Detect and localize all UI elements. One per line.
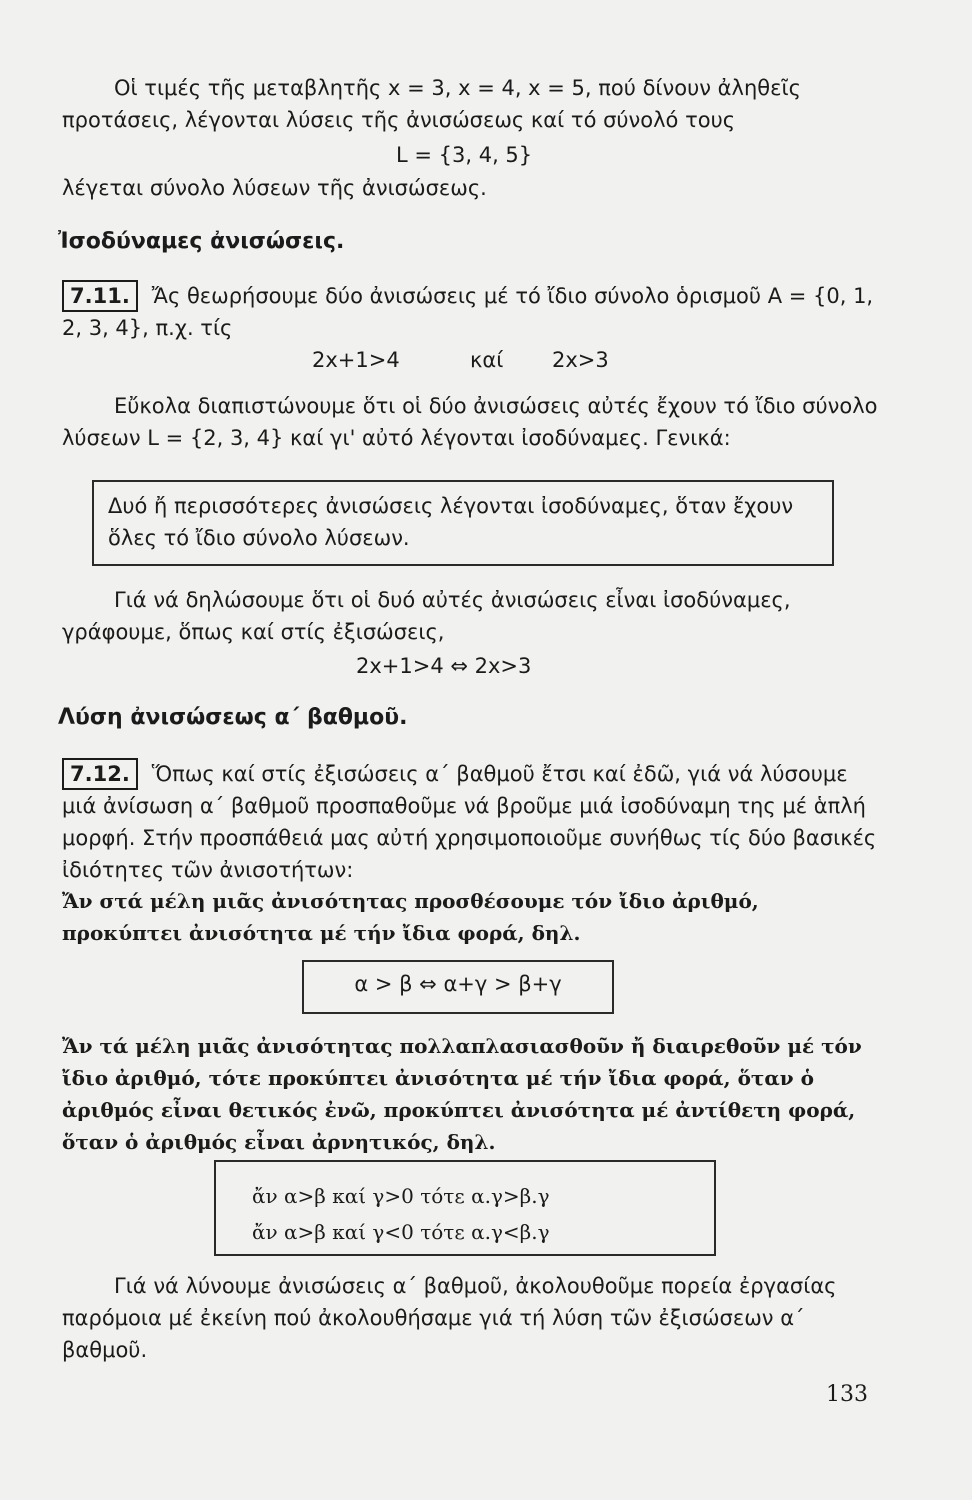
page-number: 133: [826, 1382, 868, 1407]
definition-box: [92, 480, 834, 566]
rule-addition: Ἄν στά μέλη μιᾶς ἀνισότητας προσθέσουμε τόν ἴδιο ἀριθμό, προκύπτει ἀνισότητα μέ τήν ἴδια φορά, δηλ.: [62, 889, 759, 945]
equivalence-formula: 2x+1>4 ⇔ 2x>3: [356, 654, 532, 678]
formula-addition: α > β ⇔ α+γ > β+γ: [354, 972, 562, 996]
heading-first-degree-solution: Λύση ἀνισώσεως α΄ βαθμοῦ.: [58, 705, 408, 730]
formula-mult-negative: ἄν α>β καί γ<0 τότε α.γ<β.γ: [252, 1220, 550, 1244]
paragraph-notation: Γιά νά δηλώσουμε ὅτι οἱ δυό αὐτές ἀνισώσεις εἶναι ἰσοδύναμες, γράφουμε, ὅπως καί στίς ἐξισώσεις,: [62, 588, 791, 644]
section-7-12: [62, 758, 882, 886]
definition-text: Δυό ἤ περισσότερες ἀνισώσεις λέγονται ἰσοδύναμες, ὅταν ἔχουν ὅλες τό ἴδιο σύνολο λύσεων.: [108, 494, 794, 550]
paragraph-solutions: Οἱ τιμές τῆς μεταβλητῆς x = 3, x = 4, x = 5, πού δίνουν ἀληθεῖς προτάσεις, λέγονται λύσεις τῆς ἀνισώσεως καί τό σύνολό τους: [62, 76, 801, 132]
paragraph-closing: Γιά νά λύνουμε ἀνισώσεις α΄ βαθμοῦ, ἀκολουθοῦμε πορεία ἐργασίας παρόμοια μέ ἐκείνη πού ἀκολουθήσαμε γιά τή λύση τῶν ἐξισώσεων α΄ βαθμοῦ.: [62, 1274, 837, 1362]
section-7-11: [62, 280, 882, 344]
section-number-7-11: 7.11.: [62, 280, 138, 312]
paragraph-easily: Εὔκολα διαπιστώνουμε ὅτι οἱ δύο ἀνισώσεις αὐτές ἔχουν τό ἴδιο σύνολο λύσεων L = {2, 3, 4} καί γι' αὐτό λέγονται ἰσοδύναμες. Γενικά:: [62, 394, 878, 450]
section-number-7-12: 7.12.: [62, 758, 138, 790]
rule-multiplication: Ἄν τά μέλη μιᾶς ἀνισότητας πολλαπλασιασθοῦν ἤ διαιρεθοῦν μέ τόν ἴδιο ἀριθμό, τότε προκύπτει ἀνισότητα μέ τήν ἴδια φορά, ὅταν ὁ ἀριθμός εἶναι θετικός ἐνῶ, προκύπτει ἀνισότητα μέ ἀντίθετη φορά, ὅταν ὁ ἀριθμός εἶναι ἀρνητικός, δηλ.: [62, 1034, 862, 1154]
paragraph-solution-set-name: λέγεται σύνολο λύσεων τῆς ἀνισώσεως.: [62, 176, 487, 200]
heading-equivalent-inequalities: Ἰσοδύναμες ἀνισώσεις.: [58, 229, 345, 254]
solution-set-formula: L = {3, 4, 5}: [396, 143, 533, 167]
example-inequality-and: καί: [470, 348, 504, 372]
formula-addition-box: [302, 960, 614, 1014]
example-inequality-left: 2x+1>4: [312, 348, 400, 372]
formula-multiplication-box: [214, 1160, 716, 1256]
section-7-11-text: Ἄς θεωρήσουμε δύο ἀνισώσεις μέ τό ἴδιο σύνολο ὁρισμοῦ A = {0, 1, 2, 3, 4}, π.χ. τίς: [62, 284, 874, 340]
formula-mult-positive: ἄν α>β καί γ>0 τότε α.γ>β.γ: [252, 1184, 550, 1208]
section-7-12-text: Ὅπως καί στίς ἐξισώσεις α΄ βαθμοῦ ἔτσι καί ἐδῶ, γιά νά λύσουμε μιά ἀνίσωση α΄ βαθμοῦ προσπαθοῦμε νά βροῦμε μιά ἰσοδύναμη της μέ ἁπλή μορφή. Στήν προσπάθειά μας αὐτή χρησιμοποιοῦμε συνήθως τίς δύο βασικές ἰδιότητες τῶν ἀνισοτήτων:: [62, 762, 877, 882]
example-inequality-right: 2x>3: [552, 348, 609, 372]
